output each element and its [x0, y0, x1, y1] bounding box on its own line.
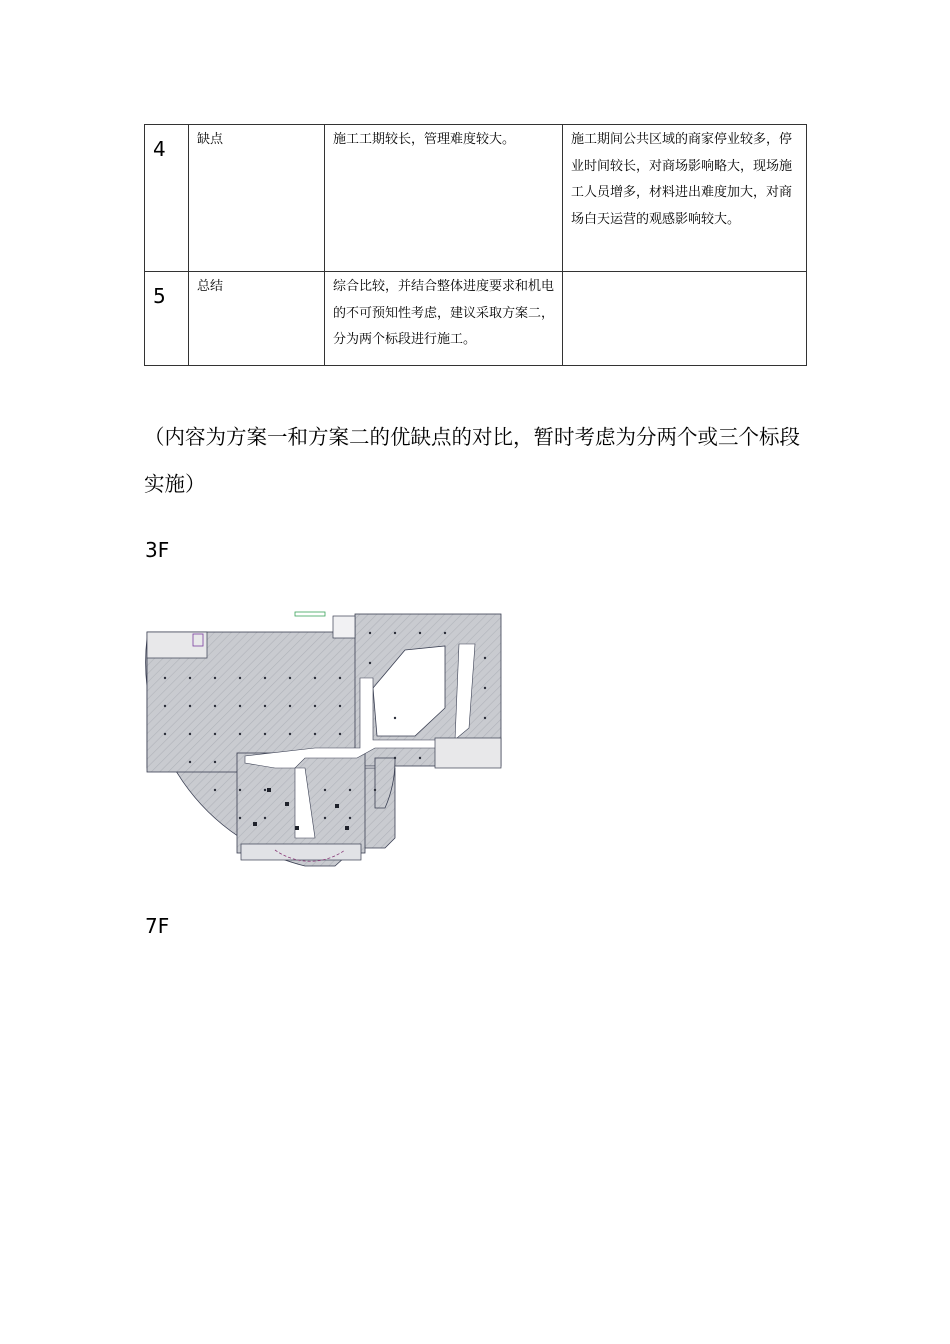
- row-number: 5: [145, 272, 189, 366]
- plan-green-marker: [295, 612, 325, 616]
- option-b-cell: 施工期间公共区域的商家停业较多，停业时间较长，对商场影响略大，现场施工人员增多，材料进出难度加大，对商场白天运营的观感影响较大。: [563, 125, 807, 272]
- plan-stair-core: [333, 616, 355, 638]
- option-a-cell: 施工工期较长，管理难度较大。: [325, 125, 563, 272]
- comparison-note: （内容为方案一和方案二的优缺点的对比，暂时考虑为分两个或三个标段实施）: [144, 425, 800, 496]
- floor-7-heading: 7F: [145, 914, 170, 938]
- floor-3-heading: 3F: [145, 538, 170, 562]
- option-b-cell: [563, 272, 807, 366]
- plan-top-rooms: [147, 632, 207, 658]
- floor-3-plan-drawing: [145, 608, 505, 868]
- table-row: [145, 125, 807, 272]
- row-number: 4: [145, 125, 189, 272]
- table-row: [145, 272, 807, 366]
- plan-lower-room: [241, 844, 361, 860]
- option-a-cell: 综合比较，并结合整体进度要求和机电的不可预知性考虑，建议采取方案二，分为两个标段进行施工。: [325, 272, 563, 366]
- row-label: 缺点: [189, 125, 325, 272]
- row-label: 总结: [189, 272, 325, 366]
- plan-east-rooms: [435, 738, 501, 768]
- comparison-table: [144, 124, 807, 366]
